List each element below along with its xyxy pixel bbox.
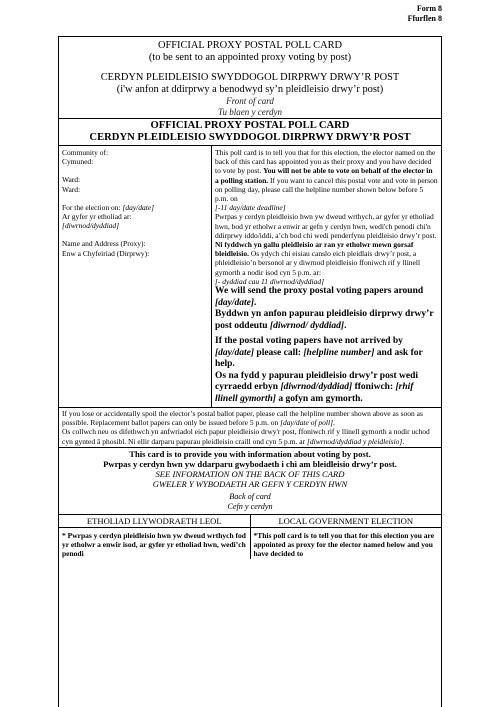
info-cy: Pwrpas y cerdyn hwn yw ddarparu gwybodaeth i chi am bleidleisio drwy’r post. xyxy=(103,458,397,469)
intro-en-text-2: If you want to cancel this postal vote and vote in person on polling day, please call the helpline number shown below before 5 p.m. on xyxy=(215,175,438,204)
send-notice-en-date: [day/date] xyxy=(215,297,255,308)
not-arrived-cy-2: ffoniwch: xyxy=(352,382,396,393)
info-en: This card is to provide you with information about voting by post. xyxy=(129,448,371,459)
community-label-cy: Cymuned: xyxy=(62,157,94,167)
election-date-label-en: For the election on: xyxy=(62,202,123,212)
election-text-cy: * Pwrpas y cerdyn pleidleisio hwn yw dweud wrthych fod yr etholwr a enwir isod, ar gyfer yr etholiad hwn, wedi’ch penodi xyxy=(62,530,246,559)
back-of-card-label xyxy=(59,490,441,512)
card-title-en: OFFICIAL PROXY POSTAL POLL CARD xyxy=(150,120,350,131)
election-column-en xyxy=(251,515,442,560)
not-arrived-cy-helpline: [rhif llinell gymorth] xyxy=(215,382,414,404)
send-notice-cy-text: Byddwn yn anfon papurau pleidleisio dirprwy drwy’r post oddeutu xyxy=(215,309,434,331)
election-date-placeholder-en: [day/date] xyxy=(122,202,155,212)
election-heading-en: LOCAL GOVERNMENT ELECTION xyxy=(251,516,442,528)
not-arrived-cy-3: a gofyn am gymorth. xyxy=(275,393,363,404)
form-number-en: Form 8 xyxy=(416,4,442,13)
intro-cy-text-2: Os ydych chi eisiau canslo eich pleidlais drwy’r post, a phleidleisio’n bersonol ar y diwrnod pleidleisio ffoniwch rif y llinell gymorth a nodir isod cyn 5 p.m. ar: xyxy=(215,249,421,277)
back-label-en: Back of card xyxy=(229,491,271,501)
card-body xyxy=(59,145,441,407)
subtitle-en: (to be sent to an appointed proxy voting by post) xyxy=(148,52,352,63)
poll-card-frame xyxy=(58,36,442,707)
spoiled-en-date: [day/date of poll] xyxy=(280,418,333,428)
spoiled-en-text: If you lose or accidentally spoil the elector’s postal ballot paper, please call the helpline number shown above as soon as possible. Replacement ballot papers can only be issued before 5 p.m. on xyxy=(62,409,423,428)
spoiled-ballot-notice xyxy=(59,407,441,447)
front-label-en: Front of card xyxy=(226,96,274,106)
title-cy: CERDYN PLEIDLEISIO SWYDDOGOL DIRPRWY DRWY’R POST xyxy=(100,72,400,83)
election-columns xyxy=(59,514,441,560)
intro-cy xyxy=(215,212,438,276)
election-date-label-cy: Ar gyfer yr etholiad ar: xyxy=(62,212,132,222)
deadline-en: [-11 day/date deadline] xyxy=(215,203,286,213)
subtitle-cy: (i'w anfon at ddirprwy a benodwyd sy’n pleidleisio drwy’r post) xyxy=(116,84,384,95)
election-column-cy xyxy=(59,515,251,560)
form-number-cy: Ffurflen 8 xyxy=(407,14,442,23)
intro-en-text: This poll card is to tell you that for this election, the elector named on the back of this card has appointed you as their proxy and you have decided to vote by post. xyxy=(215,148,436,176)
send-notice-en: We will send the proxy postal voting papers around [day/date]. xyxy=(215,286,424,308)
not-arrived-en-2: please call: xyxy=(254,347,304,358)
back-label-cy: Cefn y cerdyn xyxy=(227,501,273,511)
document-header xyxy=(59,37,441,118)
not-arrived-cy xyxy=(215,371,438,406)
intro-cy-bold: Ni fyddwch yn gallu pleidleisio ar ran yr etholwr mewn gorsaf bleidleisio. xyxy=(215,240,414,259)
election-heading-cy: ETHOLIAD LLYWODRAETH LEOL xyxy=(59,516,250,528)
not-arrived-en-date: [day/date] xyxy=(215,347,255,358)
intro-cy-text: Pwrpas y cerdyn pleidleisio hwn yw dweud wrthych, ar gyfer yr etholiad hwn, bod yr etholwr a enwir ar gefn y cerdyn hwn, wedi'ch penodi chi'n ddirprwy iddo/iddi, a’ch bod chi wedi penderfynu pleidleisio drwy’r post. xyxy=(215,212,437,240)
community-label-en: Community of: xyxy=(62,148,109,157)
see-back-en: SEE INFORMATION ON THE BACK OF THIS CARD xyxy=(155,468,345,479)
title-en: OFFICIAL PROXY POSTAL POLL CARD xyxy=(157,40,343,51)
front-label-cy: Tu blaen y cerdyn xyxy=(218,107,282,117)
spoiled-cy: Os collwch neu os difethwch yn anfwriadol eich papur pleidleisio drwy'r post, ffoniwch rif y llinell gymorth a nodir uchod cyn gynted â phosibl. Ni ellir darparu papurau pleidleisio craill ond cyn 5 p.m. ar [diwrnod/dyddiad y pleidleisio]. xyxy=(62,427,430,446)
send-notice-cy-date: [diwrnod/ dyddiad] xyxy=(269,320,345,331)
send-notice-en-text: We will send the proxy postal voting papers around xyxy=(215,286,424,297)
election-text-en: *This poll card is to tell you that for this election you are appointed as proxy for the elector named below and you have decided to xyxy=(253,530,435,559)
not-arrived-cy-date: [diwrnod/dyddiad] xyxy=(280,382,353,393)
card-title xyxy=(59,118,441,145)
see-back-cy: GWELER Y WYBODAETH AR GEFN Y CERDYN HWN xyxy=(152,478,348,489)
form-number xyxy=(408,4,442,24)
not-arrived-en-3: and ask for help. xyxy=(215,347,423,370)
spoiled-en: If you lose or accidentally spoil the elector’s postal ballot paper, please call the helpline number shown above as soon as possible. Replacement ballot papers can only be issued before 5 p.m. on [day/date of poll]. xyxy=(62,409,423,428)
not-arrived-cy-1: Os na fydd y papurau pleidleisio drwy’r post wedi cyrraedd erbyn xyxy=(215,370,419,393)
not-arrived-en xyxy=(215,336,438,371)
card-title-cy: CERDYN PLEIDLEISIO SWYDDOGOL DIRPRWY DRWY’R POST xyxy=(89,132,411,143)
info-box xyxy=(59,447,441,490)
spoiled-cy-text: Os collwch neu os difethwch yn anfwriadol eich papur pleidleisio drwy'r post, ffoniwch rif y llinell gymorth a nodir uchod cyn gynted â phosibl. Ni ellir darparu papurau pleidleisio craill ond cyn 5 p.m. ar xyxy=(62,427,430,446)
election-date-placeholder-cy: [diwrnod/dyddiad] xyxy=(62,221,120,231)
spoiled-cy-date: [diwrnod/dyddiad y pleidleisio] xyxy=(306,436,403,446)
send-notice-cy: Byddwn yn anfon papurau pleidleisio dirprwy drwy’r post oddeutu [diwrnod/ dyddiad]. xyxy=(215,309,434,331)
not-arrived-en-1: If the postal voting papers have not arrived by xyxy=(215,336,403,347)
ward-label-cy: Ward: xyxy=(62,184,81,194)
deadline-cy: [- dyddiad cau 11 diwrnod/dyddiad] xyxy=(215,276,325,286)
card-instructions xyxy=(212,146,441,407)
proxy-name-label-cy: Enw a Chyfeiriad (Dirprwy): xyxy=(62,248,150,258)
intro-en-bold: You will not be able to vote on behalf of the elector in a polling station. xyxy=(215,166,433,185)
election-date-en xyxy=(62,203,208,212)
address-fields xyxy=(59,146,212,407)
ward-label-en: Ward: xyxy=(62,175,81,185)
not-arrived-en-helpline: [helpline number] xyxy=(303,347,375,358)
proxy-name-label-en: Name and Address (Proxy): xyxy=(62,239,146,249)
intro-en xyxy=(215,148,438,203)
